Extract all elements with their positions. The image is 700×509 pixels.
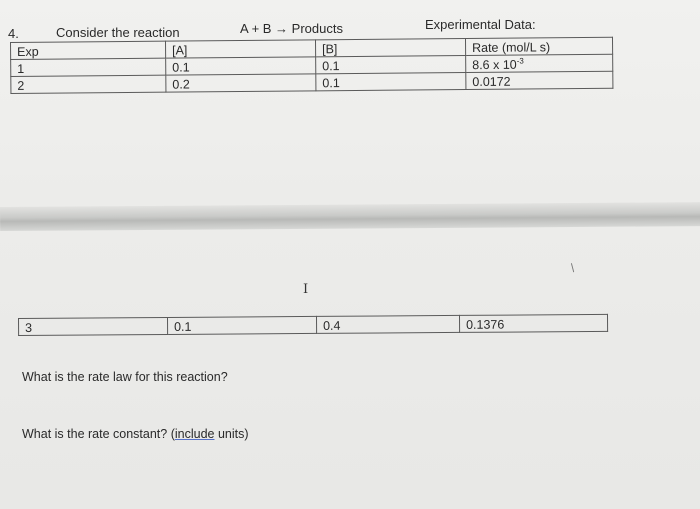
paper-fold-band — [0, 202, 700, 231]
header-conc-b: [B] — [315, 39, 465, 57]
cell-exp: 1 — [11, 58, 166, 77]
rate-constant-question — [22, 427, 249, 441]
rate-exponent: -3 — [516, 56, 524, 66]
table-row — [19, 314, 608, 335]
cell-exp: 3 — [19, 317, 168, 335]
text-cursor-icon: I — [303, 282, 309, 297]
cell-conc-b: 0.4 — [316, 315, 459, 333]
rate-constant-text: What is the rate constant? ( — [22, 427, 175, 441]
cell-conc-a: 0.1 — [167, 316, 316, 334]
header-rate: Rate (mol/L s) — [465, 37, 612, 55]
cell-conc-b: 0.1 — [316, 73, 466, 91]
cell-conc-a: 0.2 — [166, 74, 316, 92]
rate-constant-suffix: units) — [214, 427, 249, 441]
cell-exp: 2 — [11, 75, 166, 93]
header-exp: Exp — [11, 41, 166, 59]
include-word: include — [174, 427, 215, 441]
cell-rate — [466, 54, 613, 72]
header-conc-a: [A] — [165, 40, 315, 58]
question-intro: Consider the reaction — [56, 25, 180, 40]
cell-rate: 0.1376 — [459, 314, 607, 332]
pencil-mark: / — [567, 261, 578, 275]
experimental-data-table — [10, 37, 613, 94]
question-number: 4. — [8, 26, 19, 41]
experimental-data-heading: Experimental Data: — [425, 17, 536, 32]
cell-rate: 0.0172 — [466, 71, 613, 89]
cell-conc-b: 0.1 — [316, 56, 466, 74]
reaction-equation: A + B → Products — [240, 21, 343, 36]
experiment-3-row — [18, 314, 608, 336]
cell-conc-a: 0.1 — [166, 57, 316, 75]
rate-mantissa: 8.6 x 10 — [472, 57, 517, 73]
rate-law-question: What is the rate law for this reaction? — [22, 370, 228, 384]
